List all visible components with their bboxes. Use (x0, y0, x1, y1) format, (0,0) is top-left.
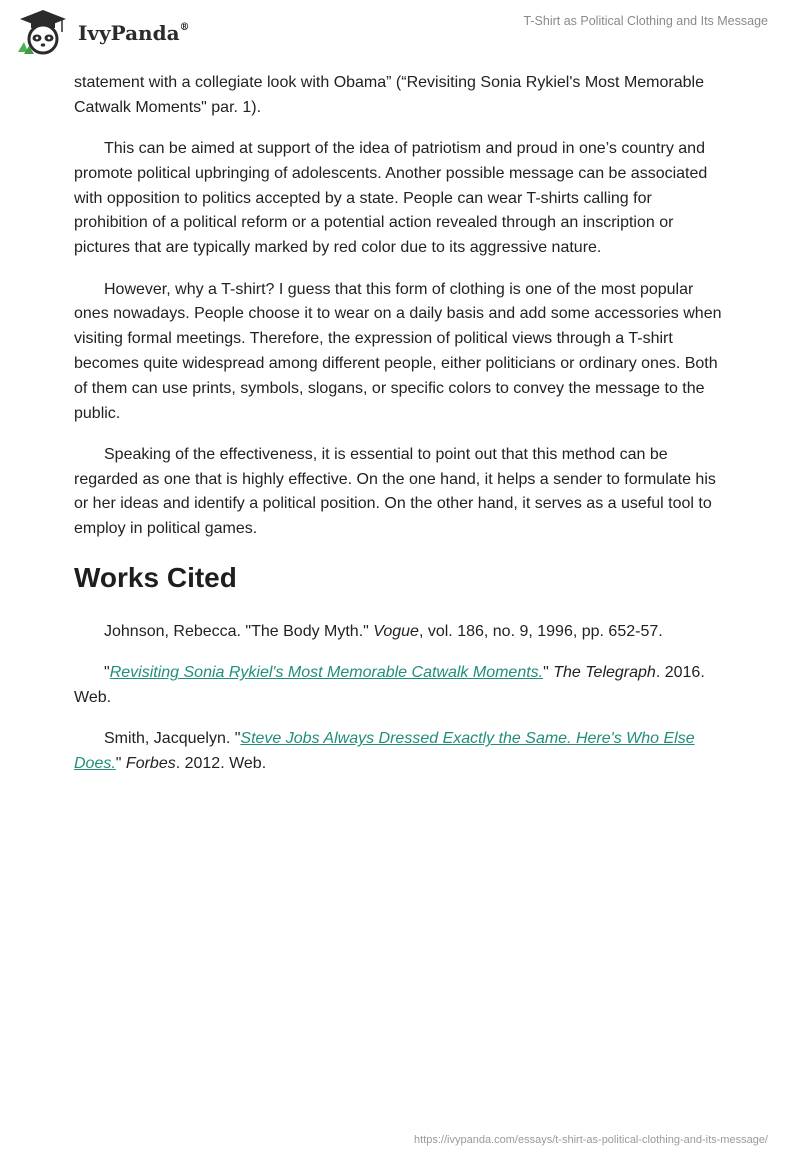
citation-source: Forbes (125, 755, 176, 773)
ivypanda-logo[interactable] (14, 8, 190, 56)
works-cited-heading: Works Cited (74, 562, 237, 594)
paragraph-4: Speaking of the effectiveness, it is essential to point out that this method can be regarded as one that is highly effective. On the one hand, it helps a sender to formulate his or her ideas and identify a political position. On the other hand, it serves as a useful tool to employ in political games. (74, 445, 716, 538)
citation-text: , vol. 186, no. 9, 1996, pp. 652-57. (418, 623, 663, 641)
page-url: https://ivypanda.com/essays/t-shirt-as-political-clothing-and-its-message/ (414, 1134, 768, 1146)
citation-text: . 2016. Web. (74, 664, 705, 707)
paragraph-2: This can be aimed at support of the idea of patriotism and proud in one’s country and promote political upbringing of adolescents. Another possible message can be associated with opposition to politics accepted by a state. People can wear T-shirts calling for prohibition of a political reform or a potential action revealed through an inscription or pictures that are typically marked by red color due to its aggressive nature. (74, 140, 708, 257)
citation-source: The Telegraph (553, 664, 656, 682)
citation-text: " (104, 664, 110, 682)
citation-forbes (74, 727, 724, 777)
citation-text: " (543, 664, 554, 682)
page-header (0, 0, 800, 70)
paragraph-3: However, why a T-shirt? I guess that this form of clothing is one of the most popular ones nowadays. People choose it to wear on a daily basis and add some accessories when visiting formal meetings. Therefore, the expression of political views through a T-shirt becomes quite widespread among different people, either politicians or ordinary ones. Both of them can use prints, symbols, slogans, or specific colors to convey the message to the public. (74, 280, 722, 422)
citation-text: Johnson, Rebecca. "The Body Myth." (104, 623, 374, 641)
citation-text: Smith, Jacquelyn. " (104, 730, 241, 748)
citation-link-rykiel[interactable]: Revisiting Sonia Rykiel's Most Memorable Catwalk Moments. (109, 664, 544, 682)
citation-johnson (74, 620, 724, 645)
citation-text: " (115, 755, 126, 773)
document-title: T-Shirt as Political Clothing and Its Message (523, 14, 768, 28)
panda-logo-icon (14, 8, 72, 56)
citation-text: . 2012. Web. (175, 755, 267, 773)
logo-text: IvyPanda® (78, 21, 190, 45)
paragraph-1: statement with a collegiate look with Obama” (“Revisiting Sonia Rykiel's Most Memorable Catwalk Moments" par. 1). (74, 74, 704, 116)
citation-link-steve-jobs[interactable]: Steve Jobs Always Dressed Exactly the Same. Here's Who Else Does. (74, 730, 695, 773)
citation-telegraph (74, 661, 724, 711)
citation-source: Vogue (373, 623, 419, 641)
essay-content (74, 71, 724, 794)
